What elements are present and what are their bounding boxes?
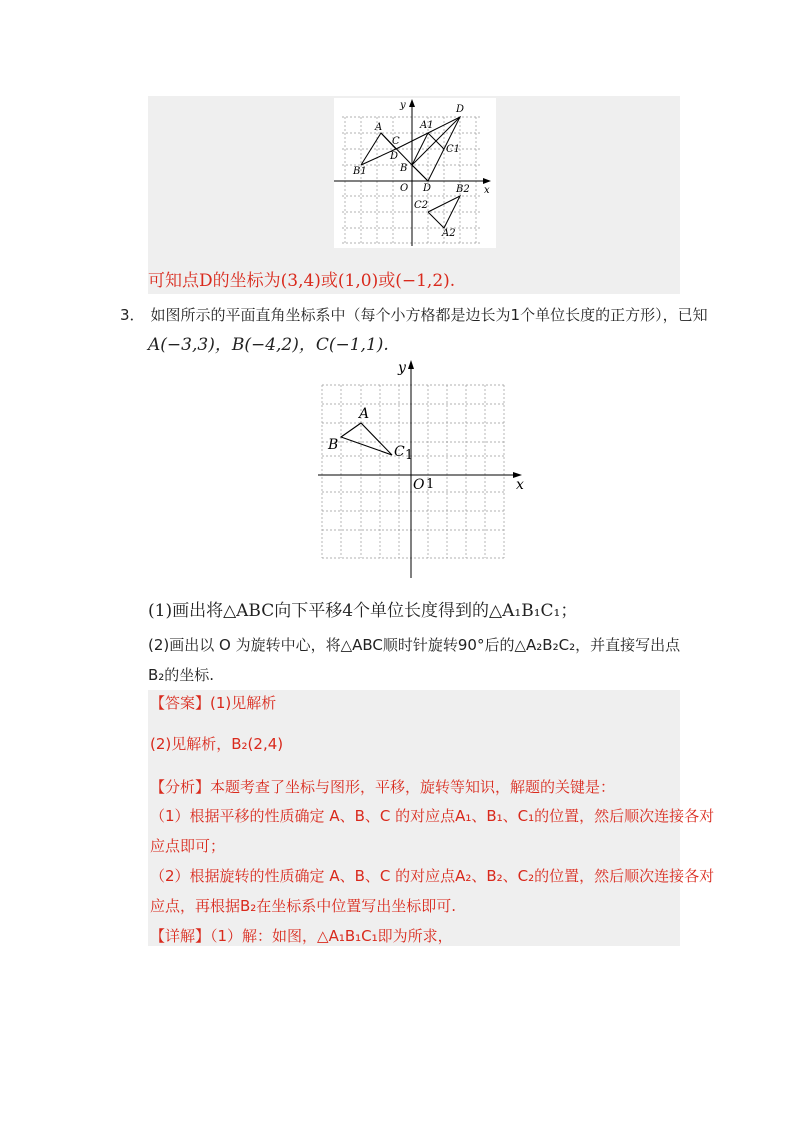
fig1-label-d-top: D (456, 104, 465, 115)
question-3-coordinate-figure (318, 358, 528, 580)
fig2-label-one: 1 (426, 477, 435, 492)
fig2-label-c: C (394, 444, 405, 460)
fig1-label-c1: C1 (446, 144, 461, 155)
question-3-part-1: (1)画出将△ABC向下平移4个单位长度得到的△A₁B₁C₁； (148, 601, 578, 621)
question-3-part-2-a: (2)画出以 O 为旋转中心，将△ABC顺时针旋转90°后的△A₂B₂C₂，并直接写出点 (148, 636, 681, 654)
fig1-label-b2: B2 (456, 184, 470, 195)
analysis-line-1: 【分析】本题考查了坐标与图形，平移，旋转等知识，解题的关键是： (150, 778, 616, 796)
fig2-label-y: y (398, 360, 406, 376)
fig1-label-y: y (400, 100, 406, 111)
question-3-part-2-b: B₂的坐标. (148, 666, 215, 684)
previous-coordinate-figure (334, 98, 496, 248)
question-3-line-2: A(−3,3)，B(−4,2)，C(−1,1). (148, 335, 389, 355)
answer-line-2: (2)见解析，B₂(2,4) (150, 735, 284, 753)
question-3-text: 如图所示的平面直角坐标系中（每个小方格都是边长为1个单位长度的正方形），已知 (150, 306, 708, 324)
analysis-line-5: 应点，再根据B₂在坐标系中位置写出坐标即可. (150, 897, 457, 915)
fig1-label-a1: A1 (420, 120, 434, 131)
fig1-label-o: O (400, 183, 409, 194)
fig1-label-b1: B1 (353, 166, 367, 177)
answer-line-1: 【答案】(1)见解析 (150, 694, 277, 712)
fig2-label-c-one: 1 (405, 448, 414, 463)
fig2-label-b: B (328, 437, 339, 453)
detail-line: 【详解】（1）解：如图，△A₁B₁C₁即为所求， (150, 927, 453, 945)
fig2-label-x: x (516, 477, 524, 493)
previous-figure (334, 98, 496, 248)
question-3-figure (318, 358, 528, 580)
fig1-label-a2: A2 (442, 228, 456, 239)
fig1-label-d-bottom: D (423, 183, 432, 194)
fig1-label-a: A (375, 122, 383, 133)
fig1-label-b: B (400, 163, 408, 174)
fig2-label-o: O (413, 477, 425, 493)
fig1-label-x: x (484, 185, 490, 196)
previous-conclusion: 可知点D的坐标为(3,4)或(1,0)或(−1,2). (148, 271, 456, 291)
question-number: 3． (120, 306, 145, 324)
question-3-line-1 (120, 304, 708, 326)
analysis-line-2: （1）根据平移的性质确定 A、B、C 的对应点A₁、B₁、C₁的位置，然后顺次连接各对 (150, 807, 715, 825)
fig1-label-c2: C2 (414, 200, 429, 211)
fig1-label-c: C (392, 136, 400, 147)
analysis-line-4: （2）根据旋转的性质确定 A、B、C 的对应点A₂、B₂、C₂的位置，然后顺次连接各对 (150, 867, 715, 885)
analysis-line-3: 应点即可； (150, 837, 226, 855)
fig1-label-d-mid: D (390, 151, 399, 162)
fig2-label-a: A (359, 406, 370, 422)
